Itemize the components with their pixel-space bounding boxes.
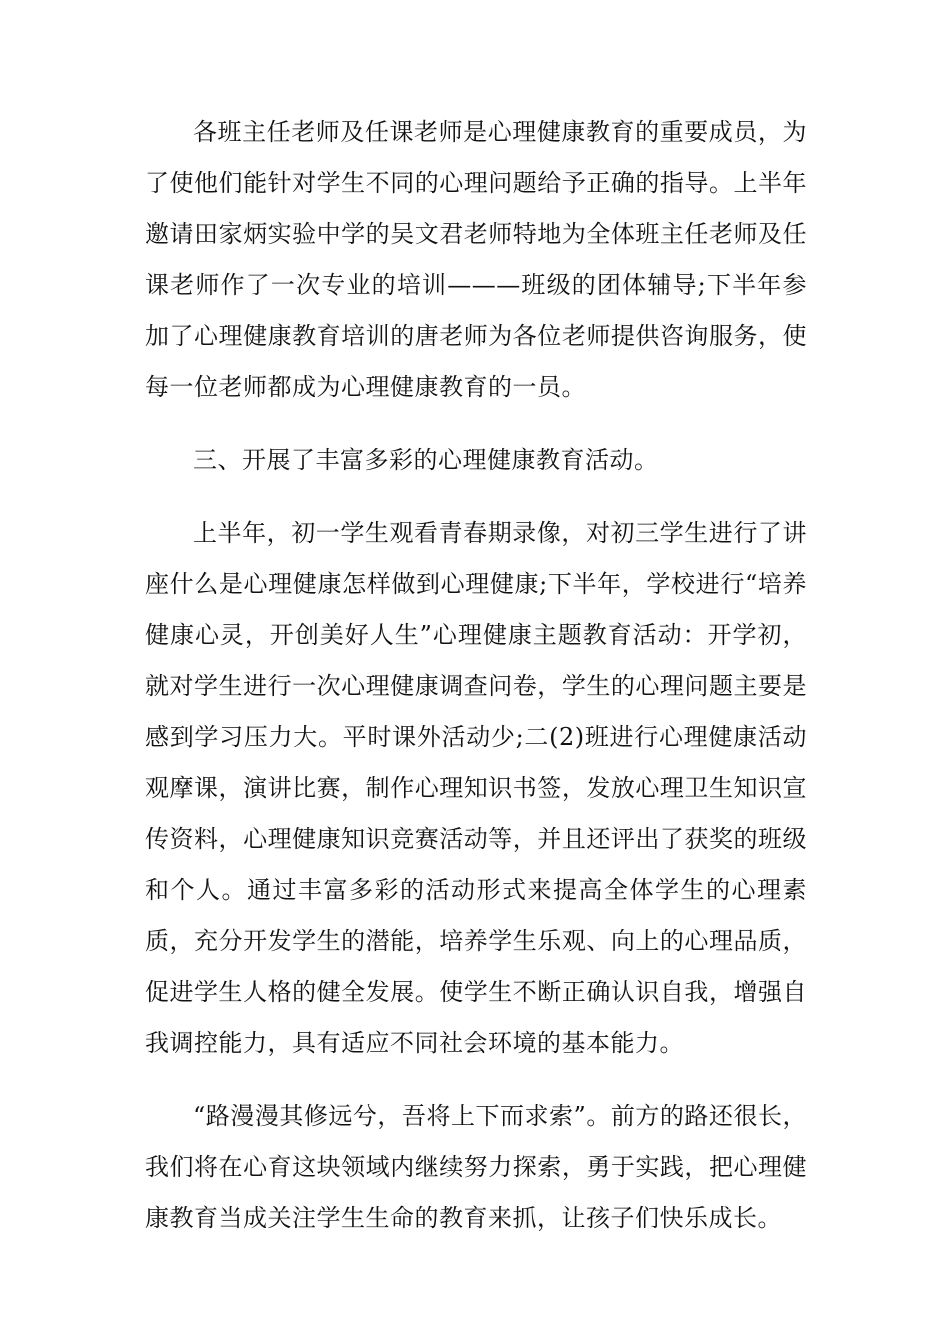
paragraph-teacher-training: 各班主任老师及任课老师是心理健康教育的重要成员，为了使他们能针对学生不同的心理问题给予正确的指导。上半年邀请田家炳实验中学的吴文君老师特地为全体班主任老师及任课老师作了一次专业的培训———班级的团体辅导;下半年参加了心理健康教育培训的唐老师为各位老师提供咨询服务，使每一位老师都成为心理健康教育的一员。 xyxy=(145,118,807,401)
document-body xyxy=(145,107,807,1244)
paragraph-activities: 上半年，初一学生观看青春期录像，对初三学生进行了讲座什么是心理健康怎样做到心理健康;下半年，学校进行“培养健康心灵，开创美好人生”心理健康主题教育活动：开学初，就对学生进行一次心理健康调查问卷，学生的心理问题主要是感到学习压力大。平时课外活动少;二(2)班进行心理健康活动观摩课，演讲比赛，制作心理知识书签，发放心理卫生知识宣传资料，心理健康知识竞赛活动等，并且还评出了获奖的班级和个人。通过丰富多彩的活动形式来提高全体学生的心理素质，充分开发学生的潜能，培养学生乐观、向上的心理品质，促进学生人格的健全发展。使学生不断正确认识自我，增强自我调控能力，具有适应不同社会环境的基本能力。 xyxy=(145,519,807,1057)
section-heading-activities: 三、开展了丰富多彩的心理健康教育活动。 xyxy=(193,446,659,474)
paragraph-conclusion: “路漫漫其修远兮，吾将上下而求索”。前方的路还很长，我们将在心育这块领域内继续努力探索，勇于实践，把心理健康教育当成关注学生生命的教育来抓，让孩子们快乐成长。 xyxy=(145,1102,807,1232)
